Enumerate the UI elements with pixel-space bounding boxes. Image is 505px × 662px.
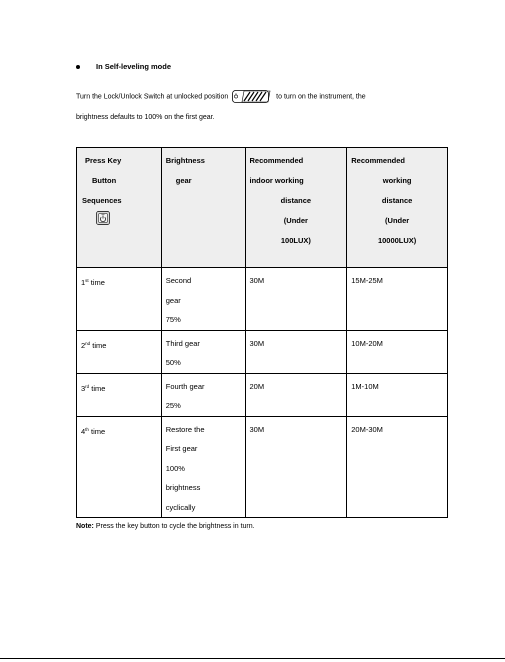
intro-text-after: to turn on the instrument, the — [276, 93, 366, 101]
header-line: Button — [92, 176, 117, 185]
sequence-number: 1 — [81, 278, 86, 287]
header-line: Recommended — [351, 156, 405, 165]
power-key-icon — [96, 211, 110, 225]
working-distance-value: 20M-30M — [351, 424, 383, 434]
gear-line: 25% — [165, 401, 181, 410]
header-line: 10000LUX) — [377, 236, 417, 245]
note-text: Press the key button to cycle the brightness in turn. — [93, 523, 255, 530]
gear-cell — [161, 268, 245, 331]
working-distance-cell — [347, 373, 448, 416]
working-distance-cell — [347, 416, 448, 518]
header-line: 100LUX) — [280, 236, 311, 245]
gear-line: Fourth gear — [165, 381, 205, 391]
table-row — [77, 330, 448, 373]
gear-line: 75% — [165, 315, 181, 324]
indoor-distance-value: 30M — [249, 276, 265, 285]
header-line: indoor working — [249, 176, 304, 185]
gear-cell — [161, 416, 245, 518]
sequence-text: time — [88, 426, 106, 436]
header-working-distance — [347, 148, 448, 268]
indoor-distance-cell — [245, 416, 347, 518]
table-row — [77, 416, 448, 518]
gear-line: gear — [165, 295, 181, 305]
gear-line: First gear — [165, 444, 198, 453]
header-line: Recommended — [249, 156, 304, 165]
header-brightness-gear — [161, 148, 245, 268]
working-distance-value: 1M-10M — [351, 381, 379, 391]
header-indoor-distance — [245, 148, 347, 268]
table-row — [77, 373, 448, 416]
gear-line: 100% — [165, 463, 185, 473]
indoor-distance-value: 30M — [249, 338, 265, 348]
sequence-suffix: st — [85, 278, 89, 283]
sequence-suffix: th — [85, 426, 89, 432]
intro-line-2: brightness defaults to 100% on the first gear. — [76, 114, 215, 121]
gear-line: brightness — [165, 483, 201, 492]
indoor-distance-cell — [245, 373, 347, 416]
lock-unlock-switch-icon — [232, 90, 272, 103]
indoor-distance-value: 30M — [249, 424, 265, 434]
header-line: gear — [175, 176, 192, 185]
section-heading: In Self-leveling mode — [96, 62, 172, 71]
sequence-cell — [77, 373, 162, 416]
gear-line: Second — [165, 276, 192, 285]
header-line: distance — [280, 196, 312, 205]
table-header-row — [77, 148, 448, 268]
page-bottom-divider — [0, 658, 505, 659]
sequence-cell — [77, 268, 162, 331]
header-line: Press Key — [85, 156, 122, 165]
section-heading-line — [76, 62, 171, 71]
table-row — [77, 268, 448, 331]
sequence-number: 2 — [81, 340, 86, 350]
indoor-distance-cell — [245, 268, 347, 331]
gear-cell — [161, 373, 245, 416]
indoor-distance-value: 20M — [249, 381, 265, 391]
intro-text-before: Turn the Lock/Unlock Switch at unlocked position — [76, 93, 229, 101]
gear-line: Restore the — [165, 424, 205, 434]
sequence-text: time — [88, 278, 105, 287]
sequence-suffix: rd — [85, 383, 90, 389]
header-line: working — [382, 176, 412, 185]
sequence-number: 4 — [81, 426, 86, 436]
gear-line: 50% — [165, 358, 181, 367]
indoor-distance-cell — [245, 330, 347, 373]
sequence-cell — [77, 416, 162, 518]
header-line: Brightness — [165, 156, 205, 165]
working-distance-value: 10M-20M — [351, 338, 383, 348]
header-line: (Under — [283, 216, 308, 225]
note-label: Note: — [76, 523, 94, 530]
sequence-text: time — [89, 383, 106, 393]
gear-cell — [161, 330, 245, 373]
sequence-number: 3 — [81, 383, 86, 393]
sequence-suffix: nd — [85, 340, 91, 346]
intro-line-1 — [76, 90, 366, 103]
gear-line: Third gear — [165, 338, 200, 348]
sequence-text: time — [90, 340, 107, 350]
brightness-table — [76, 147, 448, 518]
header-key-sequences — [77, 148, 162, 268]
sequence-cell — [77, 330, 162, 373]
working-distance-value: 15M-25M — [351, 276, 383, 285]
bullet-icon — [76, 65, 80, 69]
header-line: Sequences — [82, 196, 122, 205]
working-distance-cell — [347, 268, 448, 331]
header-line: (Under — [385, 216, 410, 225]
gear-line: cyclically — [165, 502, 196, 512]
working-distance-cell — [347, 330, 448, 373]
header-line: distance — [381, 196, 413, 205]
note-line — [76, 523, 255, 530]
